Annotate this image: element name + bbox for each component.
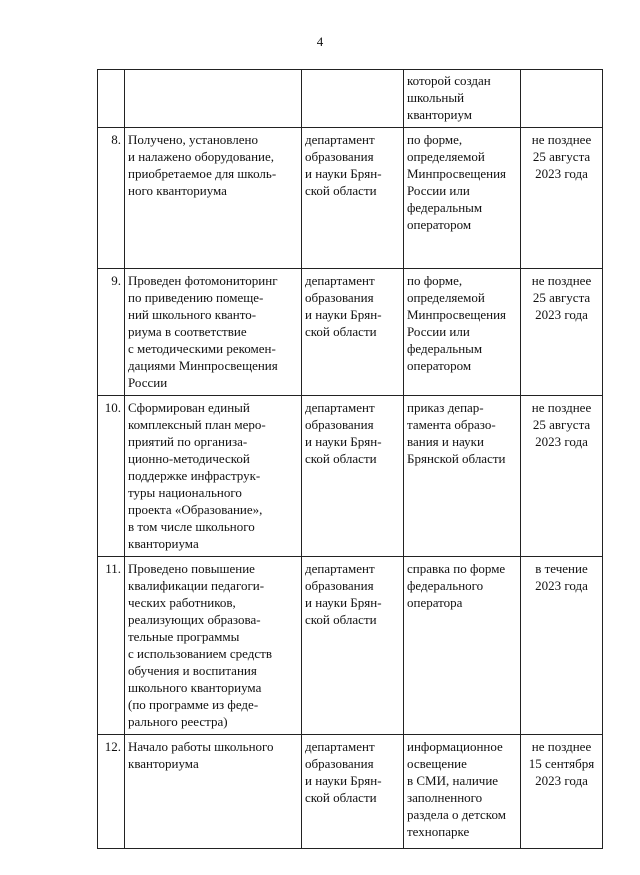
task-line: квалификации педагоги- (128, 578, 265, 593)
cell-number: 11. (98, 557, 125, 735)
document-line: в СМИ, наличие (407, 773, 499, 788)
document-line: федеральным (407, 200, 483, 215)
deadline-line: 2023 года (535, 166, 588, 181)
deadline-line: не позднее (531, 739, 592, 754)
document-line: Брянской области (407, 451, 506, 466)
responsible-line: ской области (305, 612, 377, 627)
document-line: кванториум (407, 107, 473, 122)
responsible-line: образования (305, 290, 374, 305)
document-line: справка по форме (407, 561, 506, 576)
document-line: определяемой (407, 290, 485, 305)
task-line: обучения и воспитания (128, 663, 257, 678)
task-line: ний школьного кванто- (128, 307, 257, 322)
cell-deadline (521, 269, 603, 396)
task-line: (по программе из феде- (128, 697, 259, 712)
responsible-line: ской области (305, 183, 377, 198)
responsible-line: ской области (305, 324, 377, 339)
cell-responsible (302, 396, 404, 557)
table-row (98, 128, 603, 269)
plan-table (97, 69, 603, 849)
document-line: технопарке (407, 824, 470, 839)
cell-responsible (302, 269, 404, 396)
deadline-line: не позднее (531, 132, 592, 147)
document-line: которой создан (407, 73, 491, 88)
cell-responsible (302, 735, 404, 849)
deadline-line: 15 сентября (528, 756, 595, 771)
deadline-line: не позднее (531, 400, 592, 415)
responsible-line: образования (305, 578, 374, 593)
responsible-line: департамент (305, 561, 375, 576)
cell-document (404, 557, 521, 735)
cell-deadline (521, 128, 603, 269)
cell-number: 9. (98, 269, 125, 396)
cell-task (125, 557, 302, 735)
responsible-line: департамент (305, 400, 375, 415)
cell-number: 12. (98, 735, 125, 849)
document-line: России или (407, 183, 470, 198)
document-line: федеральным (407, 341, 483, 356)
task-line: и налажено оборудование, (128, 149, 275, 164)
task-line: ческих работников, (128, 595, 236, 610)
cell-number (98, 70, 125, 128)
responsible-line: департамент (305, 132, 375, 147)
table-row (98, 269, 603, 396)
deadline-line: 2023 года (535, 434, 588, 449)
deadline-line: 25 августа (532, 149, 591, 164)
document-line: приказ депар- (407, 400, 484, 415)
document-line: определяемой (407, 149, 485, 164)
task-line: Проведено повышение (128, 561, 255, 576)
responsible-line: департамент (305, 273, 375, 288)
document-line: заполненного (407, 790, 483, 805)
cell-document (404, 269, 521, 396)
responsible-line: и науки Брян- (305, 595, 382, 610)
task-line: приобретаемое для школь- (128, 166, 277, 181)
cell-responsible (302, 128, 404, 269)
task-line: комплексный план меро- (128, 417, 266, 432)
task-line: тельные программы (128, 629, 240, 644)
task-line: поддержке инфраструк- (128, 468, 261, 483)
deadline-line: 2023 года (535, 578, 588, 593)
deadline-line: 2023 года (535, 307, 588, 322)
document-line: России или (407, 324, 470, 339)
cell-task (125, 396, 302, 557)
task-line: с методическими рекомен- (128, 341, 276, 356)
deadline-line: 25 августа (532, 290, 591, 305)
cell-deadline (521, 557, 603, 735)
task-line: с использованием средств (128, 646, 272, 661)
document-line: раздела о детском (407, 807, 506, 822)
cell-document (404, 70, 521, 128)
responsible-line: и науки Брян- (305, 434, 382, 449)
responsible-line: и науки Брян- (305, 773, 382, 788)
task-line: Сформирован единый (128, 400, 250, 415)
responsible-line: и науки Брян- (305, 307, 382, 322)
document-line: оператором (407, 358, 472, 373)
deadline-line: в течение (535, 561, 588, 576)
task-line: туры национального (128, 485, 242, 500)
document-line: по форме, (407, 273, 463, 288)
task-line: Проведен фотомониторинг (128, 273, 278, 288)
cell-number: 10. (98, 396, 125, 557)
task-line: Получено, установлено (128, 132, 258, 147)
cell-task (125, 269, 302, 396)
document-line: оператора (407, 595, 463, 610)
document-line: тамента образо- (407, 417, 496, 432)
deadline-line: 2023 года (535, 773, 588, 788)
document-line: освещение (407, 756, 467, 771)
responsible-line: образования (305, 756, 374, 771)
deadline-line: 25 августа (532, 417, 591, 432)
task-line: Начало работы школьного (128, 739, 274, 754)
document-line: информационное (407, 739, 503, 754)
cell-deadline (521, 735, 603, 849)
document-line: по форме, (407, 132, 463, 147)
document-line: вания и науки (407, 434, 484, 449)
cell-document (404, 735, 521, 849)
cell-task (125, 735, 302, 849)
task-line: дациями Минпросвещения (128, 358, 278, 373)
document-line: оператором (407, 217, 472, 232)
task-line: России (128, 375, 168, 390)
table-row (98, 557, 603, 735)
table-row (98, 735, 603, 849)
cell-deadline (521, 70, 603, 128)
document-line: Минпросвещения (407, 307, 507, 322)
responsible-line: и науки Брян- (305, 166, 382, 181)
cell-responsible (302, 557, 404, 735)
task-line: риума в соответствие (128, 324, 247, 339)
task-line: в том числе школьного (128, 519, 255, 534)
responsible-line: департамент (305, 739, 375, 754)
cell-task (125, 128, 302, 269)
task-line: кванториума (128, 756, 199, 771)
deadline-line: не позднее (531, 273, 592, 288)
responsible-line: образования (305, 149, 374, 164)
responsible-line: ской области (305, 451, 377, 466)
document-line: федерального (407, 578, 484, 593)
cell-number: 8. (98, 128, 125, 269)
cell-responsible (302, 70, 404, 128)
task-line: ционно-методической (128, 451, 250, 466)
task-line: приятий по организа- (128, 434, 248, 449)
task-line: проекта «Образование», (128, 502, 263, 517)
task-line: рального реестра) (128, 714, 228, 729)
task-line: по приведению помеще- (128, 290, 264, 305)
document-line: школьный (407, 90, 465, 105)
document-line: Минпросвещения (407, 166, 507, 181)
cell-document (404, 128, 521, 269)
task-line: реализующих образова- (128, 612, 261, 627)
cell-task (125, 70, 302, 128)
table-row-continuation (98, 70, 603, 128)
responsible-line: ской области (305, 790, 377, 805)
cell-deadline (521, 396, 603, 557)
page-number: 4 (316, 34, 324, 49)
table-row (98, 396, 603, 557)
task-line: школьного кванториума (128, 680, 262, 695)
cell-document (404, 396, 521, 557)
responsible-line: образования (305, 417, 374, 432)
task-line: ного кванториума (128, 183, 227, 198)
task-line: кванториума (128, 536, 199, 551)
